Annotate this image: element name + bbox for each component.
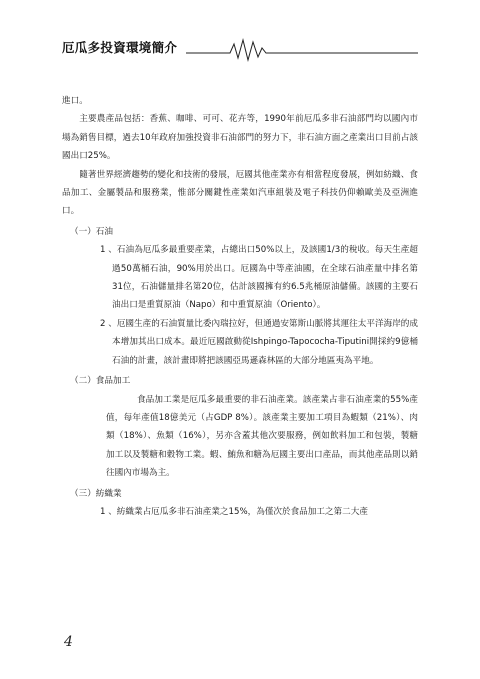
textile-item-1: 1 、紡織業占厄瓜多非石油產業之15%，為僅次於食品加工之第二大產 — [100, 506, 368, 517]
page-body — [62, 92, 418, 521]
paragraph-agriculture: 主要農產品包括：香蕉、咖啡、可可、花卉等，1990年前厄瓜多非石油部門均以國內市場為銷售目標，過去10年政府加強投資非石油部門的努力下，非石油方面之產業出口目前占該國出口25%。 — [62, 114, 418, 162]
oil-item-2: 2 、厄國生產的石油質量比委內瑞拉好，但通過安第斯山脈將其運往太平洋海岸的成本增加其出口成本。最近厄國啟動從Ishpingo-Tapococha-Tiputini開採約9億桶石油的計畫，該計畫即將把該國亞馬遜森林區的大部分地區夷為平地。 — [100, 318, 418, 366]
food-section — [62, 391, 418, 483]
section-heading-textile: （三）紡織業 — [70, 488, 122, 499]
oil-item-1: 1 、石油為厄瓜多最重要產業，占總出口50%以上，及該國1/3的稅收。每天生產超過50萬桶石油，90%用於出口。厄國為中等產油國，在全球石油產量中排名第31位，石油儲量排名第20位，估計該國擁有約6.5兆桶原油儲備。該國的主要石油出口是重質原油（Napo）和中重質原油（Oriento）。 — [100, 245, 418, 311]
page-number: 4 — [64, 634, 73, 650]
food-paragraph: 食品加工業是厄瓜多最重要的非石油產業。該產業占非石油產業的55%產值，每年產值18億美元（占GDP 8%）。該產業主要加工項目為蝦類（21%）、肉類（18%）、魚類（16%），另亦含蓋其他次要服務，例如飲料加工和包裝，製糖加工以及製糖和穀物工業。蝦、鮪魚和糖為厄國主要出口產品，而其他產品則以銷往國內市場為主。 — [106, 394, 418, 479]
header-title: 厄瓜多投資環境簡介 — [62, 40, 178, 55]
section-heading-oil: （一）石油 — [70, 226, 113, 237]
section-heading-food: （二）食品加工 — [70, 376, 131, 387]
running-header — [62, 36, 422, 62]
paragraph-industries: 隨著世界經濟趨勢的變化和技術的發展，厄國其他產業亦有相當程度發展，例如紡織、食品加工、金屬製品和服務業，惟部分關鍵性產業如汽車組裝及電子科技仍仰賴歐美及亞洲進口。 — [62, 169, 418, 217]
paragraph-continuation: 進口。 — [62, 96, 88, 106]
